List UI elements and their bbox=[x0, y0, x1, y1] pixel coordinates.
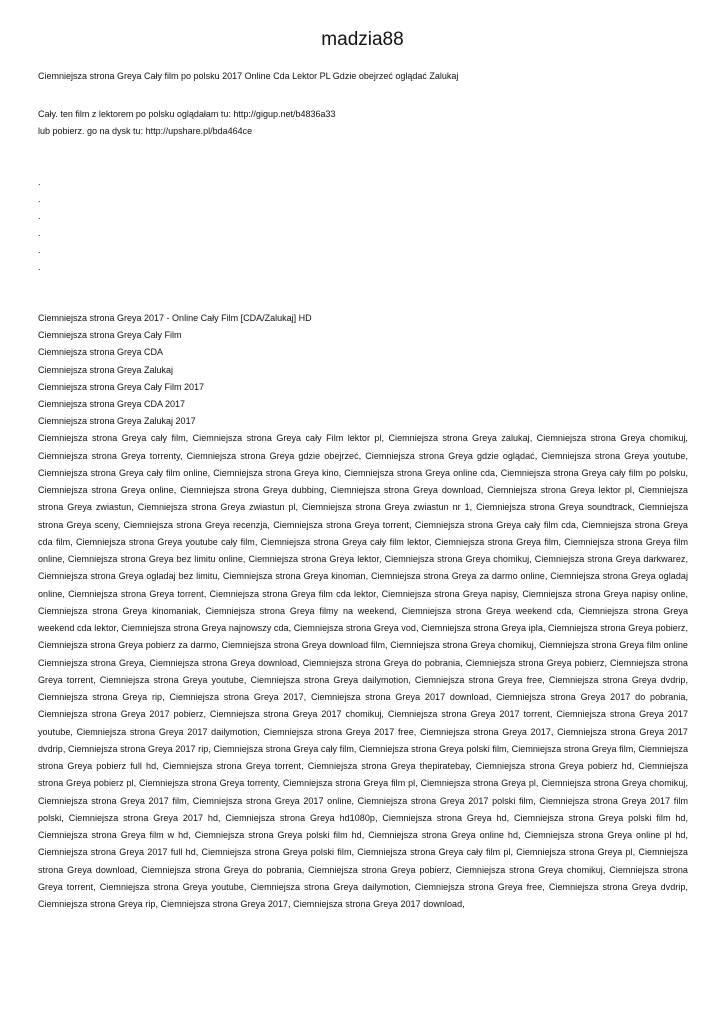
dot-separator: . bbox=[38, 262, 41, 272]
page-title: madzia88 bbox=[321, 29, 404, 50]
keyword-paragraph: Ciemniejsza strona Greya cały film, Ciemniejsza strona Greya cały Film lektor pl, Ciemniejsza strona Greya zalukaj, Ciemniejsza strona Greya chomikuj, Ciemniejsza strona Greya torrenty, Ciemniejsza strona Greya gdzie obejrzeć, Ciemniejsza strona Greya gdzie oglądać, Ciemniejsza strona Greya youtube, Ciemniejsza strona Greya cały film online, Ciemniejsza strona Greya kino, Ciemniejsza strona Greya online cda, Ciemniejsza strona Greya cały film po polsku, Ciemniejsza strona Greya online, Ciemniejsza strona Greya dubbing, Ciemniejsza strona Greya download, Ciemniejsza strona Greya lektor pl, Ciemniejsza strona Greya zwiastun, Ciemniejsza strona Greya zwiastun pl, Ciemniejsza strona Greya zwiastun nr 1, Ciemniejsza strona Greya soundtrack, Ciemniejsza strona Greya sceny, Ciemniejsza strona Greya recenzja, Ciemniejsza strona Greya torrent, Ciemniejsza strona Greya cały film cda, Ciemniejsza strona Greya cda film, Ciemniejsza strona Greya youtube cały film, Ciemniejsza strona Greya cały film lektor, Ciemniejsza strona Greya film, Ciemniejsza strona Greya film online, Ciemniejsza strona Greya bez limitu online, Ciemniejsza strona Greya lektor, Ciemniejsza strona Greya chomikuj, Ciemniejsza strona Greya darkwarez, Ciemniejsza strona Greya ogladaj bez limitu, Ciemniejsza strona Greya kinoman, Ciemniejsza strona Greya za darmo online, Ciemniejsza strona Greya ogladaj online, Ciemniejsza strona Greya torrent, Ciemniejsza strona Greya film cda lektor, Ciemniejsza strona Greya napisy, Ciemniejsza strona Greya napisy online, Ciemniejsza strona Greya kinomaniak, Ciemniejsza strona Greya filmy na weekend, Ciemniejsza strona Greya weekend cda, Ciemniejsza strona Greya weekend cda lektor, Ciemniejsza strona Greya najnowszy cda, Ciemniejsza strona Greya vod, Ciemniejsza strona Greya ipla, Ciemniejsza strona Greya pobierz, Ciemniejsza strona Greya pobierz za darmo, Ciemniejsza strona Greya download film, Ciemniejsza strona Greya chomikuj, Ciemniejsza strona Greya film online Ciemniejsza strona Greya, Ciemniejsza strona Greya download, Ciemniejsza strona Greya do pobrania, Ciemniejsza strona Greya pobierz, Ciemniejsza strona Greya torrent, Ciemniejsza strona Greya youtube, Ciemniejsza strona Greya dailymotion, Ciemniejsza strona Greya free, Ciemniejsza strona Greya dvdrip, Ciemniejsza strona Greya rip, Ciemniejsza strona Greya 2017, Ciemniejsza strona Greya 2017 download, Ciemniejsza strona Greya 2017 do pobrania, Ciemniejsza strona Greya 2017 pobierz, Ciemniejsza strona Greya 2017 chomikuj, Ciemniejsza strona Greya 2017 torrent, Ciemniejsza strona Greya 2017 youtube, Ciemniejsza strona Greya 2017 dailymotion, Ciemniejsza strona Greya 2017 free, Ciemniejsza strona Greya 2017, Ciemniejsza strona Greya 2017 dvdrip, Ciemniejsza strona Greya 2017 rip, Ciemniejsza strona Greya cały film, Ciemniejsza strona Greya polski film, Ciemniejsza strona Greya film, Ciemniejsza strona Greya pobierz full hd, Ciemniejsza strona Greya torrent, Ciemniejsza strona Greya thepiratebay, Ciemniejsza strona Greya pobierz hd, Ciemniejsza strona Greya pobierz pl, Ciemniejsza strona Greya torrenty, Ciemniejsza strona Greya film pl, Ciemniejsza strona Greya pl, Ciemniejsza strona Greya chomikuj, Ciemniejsza strona Greya 2017 film, Ciemniejsza strona Greya 2017 online, Ciemniejsza strona Greya 2017 polski film, Ciemniejsza strona Greya 2017 film polski, Ciemniejsza strona Greya 2017 hd, Ciemniejsza strona Greya hd1080p, Ciemniejsza strona Greya hd, Ciemniejsza strona Greya polski film hd, Ciemniejsza strona Greya film w hd, Ciemniejsza strona Greya polski film hd, Ciemniejsza strona Greya online hd, Ciemniejsza strona Greya online pl hd, Ciemniejsza strona Greya 2017 full hd, Ciemniejsza strona Greya polski film, Ciemniejsza strona Greya cały film pl, Ciemniejsza strona Greya pl, Ciemniejsza strona Greya download, Ciemniejsza strona Greya do pobrania, Ciemniejsza strona Greya pobierz, Ciemniejsza strona Greya chomikuj, Ciemniejsza strona Greya torrent, Ciemniejsza strona Greya youtube, Ciemniejsza strona Greya dailymotion, Ciemniejsza strona Greya free, Ciemniejsza strona Greya dvdrip, Ciemniejsza strona Greya rip, Ciemniejsza strona Greya 2017, Ciemniejsza strona Greya 2017 download, bbox=[38, 433, 688, 910]
dot-separator: . bbox=[38, 245, 41, 255]
title-variant-line: Ciemniejsza strona Greya Cały Film bbox=[38, 330, 182, 341]
dot-separator-list bbox=[38, 174, 78, 276]
title-variant-line: Ciemniejsza strona Greya Zalukaj 2017 bbox=[38, 416, 196, 427]
title-variant-line: Ciemniejsza strona Greya 2017 - Online Cały Film [CDA/Zalukaj] HD bbox=[38, 313, 312, 323]
dot-separator: . bbox=[38, 228, 41, 238]
watch-link-line: Cały. ten film z lektorem po polsku oglądałam tu: http://gigup.net/b4836a33 bbox=[38, 109, 336, 119]
dot-separator: . bbox=[38, 177, 41, 187]
headline: Ciemniejsza strona Greya Cały film po polsku 2017 Online Cda Lektor PL Gdzie obejrzeć oglądać Zalukaj bbox=[38, 71, 459, 81]
title-variant-line: Ciemniejsza strona Greya CDA 2017 bbox=[38, 399, 186, 410]
download-link-line: lub pobierz. go na dysk tu: http://upshare.pl/bda464ce bbox=[38, 126, 253, 136]
main-text-block bbox=[38, 310, 688, 913]
title-variant-line: Ciemniejsza strona Greya Cały Film 2017 bbox=[38, 381, 205, 392]
title-variant-line: Ciemniejsza strona Greya CDA bbox=[38, 347, 164, 358]
title-variant-line: Ciemniejsza strona Greya Zalukaj bbox=[38, 364, 174, 375]
dot-separator: . bbox=[38, 211, 41, 221]
info-block bbox=[38, 106, 688, 140]
dot-separator: . bbox=[38, 194, 41, 204]
